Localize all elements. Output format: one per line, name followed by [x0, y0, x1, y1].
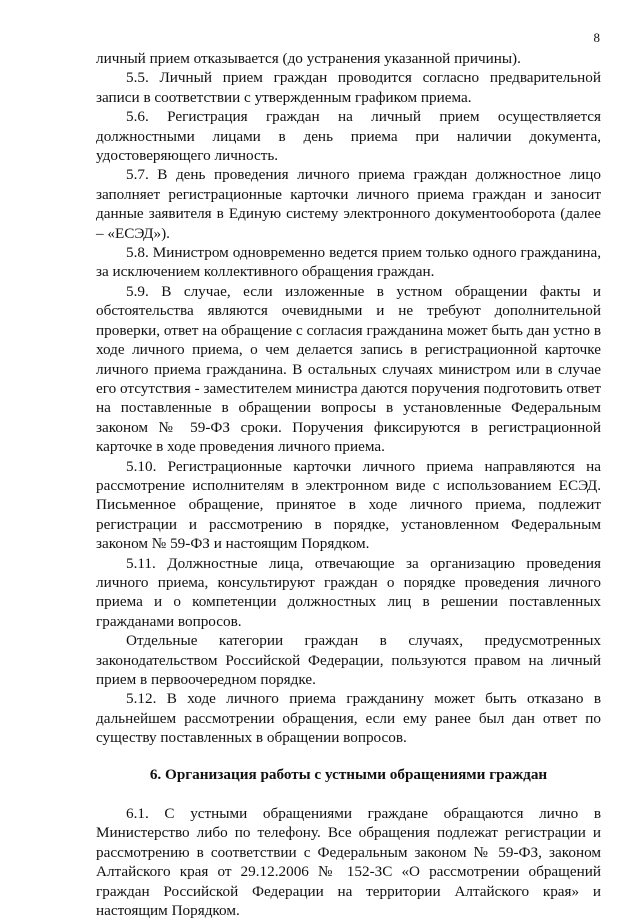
paragraph: 6.1. С устными обращениями граждане обращаются лично в Министерство либо по телефону. Все обращения подлежат регистрации и рассмотрению в соответствии с Федеральным законом № 59-ФЗ, законом Алтайского края от 29.12.2006 № 152-ЗС «О рассмотрении обращений граждан Российской Федерации на территории Алтайского края» и настоящим Порядком. [96, 805, 601, 920]
document-body [96, 49, 601, 920]
section-6-body [96, 804, 601, 920]
paragraph: 5.9. В случае, если изложенные в устном обращении факты и обстоятельства являются очевидными и не требуют дополнительной проверки, ответ на обращение с согласия гражданина может быть дан устно в ходе личного приема, о чем делается запись в регистрационной карточке личного приема гражданина. В остальных случаях министром или в случае его отсутствия - заместителем министра даются поручения подготовить ответ на поставленные в обращении вопросы в установленные Федеральным законом № 59-ФЗ сроки. Поручения фиксируются в регистрационной карточке в ходе проведения личного приема. [96, 282, 601, 456]
section-heading: 6. Организация работы с устными обращениями граждан [149, 765, 548, 783]
paragraph: 5.10. Регистрационные карточки личного приема направляются на рассмотрение исполнителям в электронном виде с использованием ЕСЭД. Письменное обращение, принятое в ходе личного приема, подлежит регистрации и рассмотрению в порядке, установленном Федеральным законом № 59-ФЗ и настоящим Порядком. [96, 457, 601, 553]
paragraph: 5.12. В ходе личного приема гражданину может быть отказано в дальнейшем рассмотрении обращения, если ему ранее был дан ответ по существу поставленных в обращении вопросов. [96, 690, 601, 747]
paragraph: 5.6. Регистрация граждан на личный прием осуществляется должностными лицами в день приема при наличии документа, удостоверяющего личность. [96, 108, 601, 165]
paragraph: 5.5. Личный прием граждан проводится согласно предварительной записи в соответствии с утвержденным графиком приема. [96, 69, 601, 106]
paragraph: Отдельные категории граждан в случаях, предусмотренных законодательством Российской Федерации, пользуются правом на личный прием в первоочередном порядке. [96, 632, 601, 688]
paragraph: личный прием отказывается (до устранения указанной причины). [96, 50, 521, 67]
paragraph: 5.8. Министром одновременно ведется прием только одного гражданина, за исключением коллективного обращения граждан. [96, 244, 601, 281]
page-number: 8 [593, 30, 600, 45]
paragraph: 5.11. Должностные лица, отвечающие за организацию проведения личного приема, консультируют граждан о порядке проведения личного приема и о компетенции должностных лиц в решении поставленных гражданами вопросов. [96, 554, 601, 630]
paragraph: 5.7. В день проведения личного приема граждан должностное лицо заполняет регистрационные карточки личного приема граждан и заносит данные заявителя в Единую систему электронного документооборота (далее – «ЕСЭД»). [96, 166, 601, 242]
section-5-continuation [96, 49, 601, 748]
